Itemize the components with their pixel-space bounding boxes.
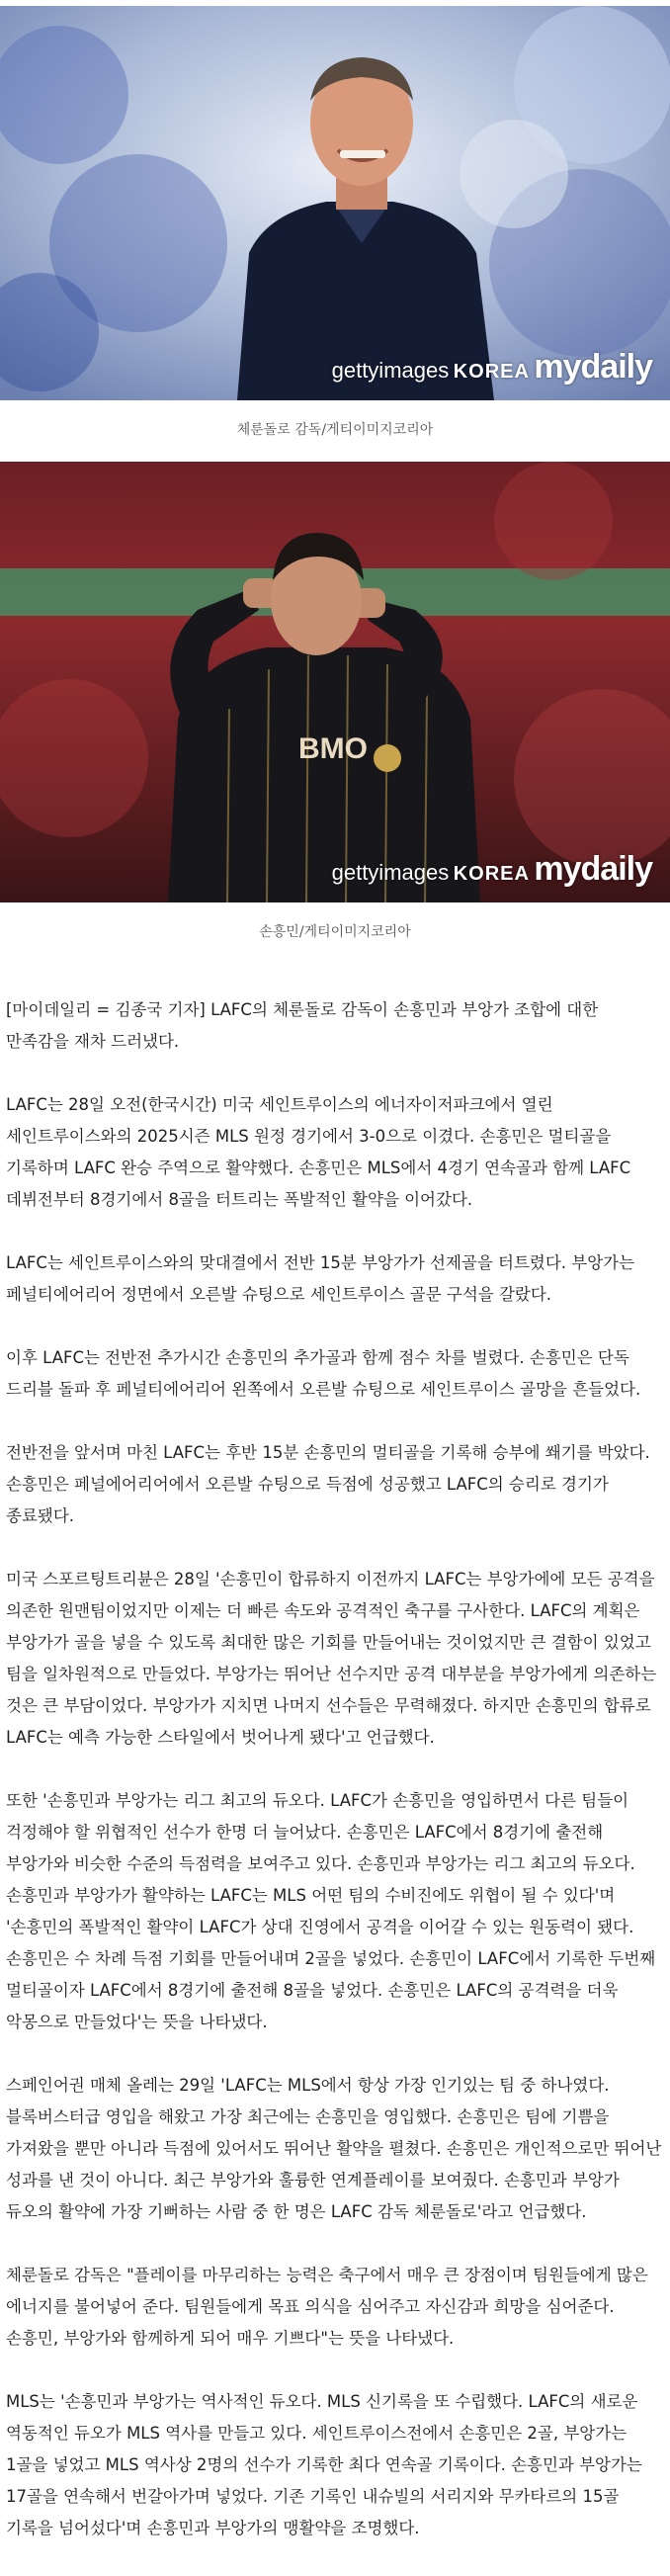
photo-caption: 체룬돌로 감독/게티이미지코리아	[236, 422, 434, 438]
watermark-korea: KOREA	[453, 863, 530, 885]
watermark-brand: mydaily	[534, 348, 652, 386]
coach-photo-image	[0, 6, 670, 400]
watermark-getty: gettyimages	[331, 860, 450, 885]
article-paragraph: 미국 스포르팅트리뷴은 28일 '손흥민이 합류하지 이전까지 LAFC는 부앙가에에 모든 공격을 의존한 원맨팀이었지만 이제는 더 빠른 속도와 공격적인 축구를 구사한다. LAFC의 계획은 부앙가가 골을 넣을 수 있도록 최대한 많은 기회를 만들어내는 것이었지만 큰 결함이 있었고 팀을 일차원적으로 만들었다. 부앙가는 뛰어난 선수지만 공격 대부분을 부앙가에게 의존하는 것은 큰 부담이었다. 부앙가가 지치면 나머지 선수들은 무력해졌다. 하지만 손흥민의 합류로 LAFC는 예측 가능한 스타일에서 벗어나게 됐다'고 언급했다.	[6, 1570, 657, 1747]
photo-watermark	[332, 348, 652, 386]
player-photo	[0, 462, 670, 902]
article-paragraph: 전반전을 앞서며 마친 LAFC는 후반 15분 손흥민의 멀티골을 기록해 승부에 쐐기를 박았다. 손흥민은 페널에어리어에서 오른발 슈팅으로 득점에 성공했고 LAFC의 승리로 경기가 종료됐다.	[6, 1443, 650, 1525]
watermark-korea: KOREA	[453, 361, 530, 383]
article-paragraph: MLS는 '손흥민과 부앙가는 역사적인 듀오다. MLS 신기록을 또 수립했다. LAFC의 새로운 역동적인 듀오가 MLS 역사를 만들고 있다. 세인트루이스전에서 손흥민은 2골, 부앙가는 1골을 넣었고 MLS 역사상 2명의 선수가 기록한 최다 연속골 기록이다. 손흥민과 부앙가는 17골을 연속해서 번갈아가며 넣었다. 기존 기록인 내슈빌의 서리지와 무카타르의 15골 기록을 넘어섰다'며 손흥민과 부앙가의 맹활약을 조명했다.	[6, 2392, 642, 2537]
article-paragraph: LAFC는 세인트루이스와의 맞대결에서 전반 15분 부앙가가 선제골을 터트렸다. 부앙가는 페널티에어리어 정면에서 오른발 슈팅으로 세인트루이스 골문 구석을 갈랐다.	[6, 1253, 635, 1304]
article-paragraph: 또한 '손흥민과 부앙가는 리그 최고의 듀오다. LAFC가 손흥민을 영입하면서 다른 팀들이 걱정해야 할 위협적인 선수가 한명 더 늘어났다. 손흥민은 LAFC에서 8경기에 출전해 부앙가와 비슷한 수준의 득점력을 보여주고 있다. 손흥민과 부앙가는 리그 최고의 듀오다. 손흥민과 부앙가가 활약하는 LAFC는 MLS 어떤 팀의 수비진에도 위협이 될 수 있다'며 '손흥민의 폭발적인 활약이 LAFC가 상대 진영에서 공격을 이어갈 수 있는 원동력이 됐다. 손흥민은 수 차례 득점 기회를 만들어내며 2골을 넣었다. 손흥민이 LAFC에서 기록한 두번째 멀티골이자 LAFC에서 8경기에 출전해 8골을 넣었다. 손흥민은 LAFC의 공격력을 더욱 악몽으로 만들었다'는 뜻을 나타냈다.	[6, 1791, 656, 2031]
photo-watermark	[332, 850, 652, 889]
photo-caption: 손흥민/게티이미지코리아	[259, 924, 411, 940]
jersey-sponsor-text: BMO	[298, 732, 368, 765]
watermark-brand: mydaily	[534, 850, 652, 888]
article-paragraph: 이후 LAFC는 전반전 추가시간 손흥민의 추가골과 함께 점수 차를 벌렸다. 손흥민은 단독 드리블 돌파 후 페널티에어리어 왼쪽에서 오른발 슈팅으로 세인트루이스 골망을 흔들었다.	[6, 1348, 641, 1399]
article-paragraph: [마이데일리 = 김종국 기자] LAFC의 체룬돌로 감독이 손흥민과 부앙가 조합에 대한 만족감을 재차 드러냈다.	[6, 1000, 599, 1051]
article-body	[6, 994, 662, 2576]
coach-photo	[0, 6, 670, 400]
article-paragraph: 스페인어권 매체 올레는 29일 'LAFC는 MLS에서 항상 가장 인기있는 팀 중 하나였다. 블록버스터급 영입을 해왔고 가장 최근에는 손흥민을 영입했다. 손흥민은 팀에 기쁨을 가져왔을 뿐만 아니라 득점에 있어서도 뛰어난 활약을 펼쳤다. 손흥민은 개인적으로만 뛰어난 성과를 낸 것이 아니다. 최근 부앙가와 훌륭한 연계플레이를 보여줬다. 손흥민과 부앙가 듀오의 활약에 가장 기뻐하는 사람 중 한 명은 LAFC 감독 체룬돌로'라고 언급했다.	[6, 2076, 662, 2221]
article-paragraph: LAFC는 28일 오전(한국시간) 미국 세인트루이스의 에너자이저파크에서 열린 세인트루이스와의 2025시즌 MLS 원정 경기에서 3-0으로 이겼다. 손흥민은 멀티골을 기록하며 LAFC 완승 주역으로 활약했다. 손흥민은 MLS에서 4경기 연속골과 함께 LAFC 데뷔전부터 8경기에서 8골을 터트리는 폭발적인 활약을 이어갔다.	[6, 1095, 631, 1209]
player-photo-image	[0, 462, 670, 902]
watermark-getty: gettyimages	[331, 358, 450, 383]
article-paragraph: 체룬돌로 감독은 "플레이를 마무리하는 능력은 축구에서 매우 큰 장점이며 팀원들에게 많은 에너지를 불어넣어 준다. 팀원들에게 목표 의식을 심어주고 자신감과 희망을 심어준다. 손흥민, 부앙가와 함께하게 되어 매우 기쁘다"는 뜻을 나타냈다.	[6, 2266, 648, 2348]
